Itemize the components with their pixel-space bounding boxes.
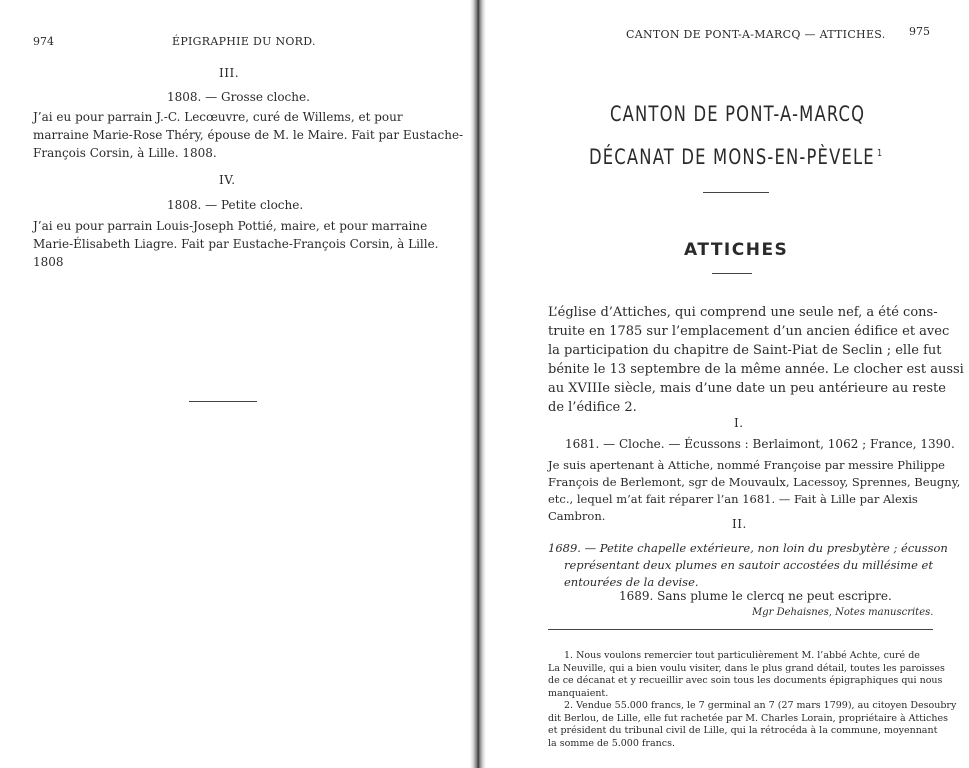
decanat-title: DÉCANAT DE MONS-EN-PÈVELE $^1$ xyxy=(589,145,884,169)
running-head: ÉPIGRAPHIE DU NORD. xyxy=(172,35,316,48)
footnote-line: et président du tribunal civil de Lille, qui la rétrocéda à la commune, moyennant xyxy=(548,725,938,736)
footnote-line: La Neuville, qui a bien voulu visiter, dans le plus grand détail, toutes les paroisses xyxy=(548,662,945,674)
footnote-line: 1. Nous voulons remercier tout particulièrement M. l’abbé Achte, curé de xyxy=(564,650,920,661)
canton-title: CANTON DE PONT-A-MARCQ xyxy=(610,102,866,126)
text-line: etc., lequel m’at fait réparer l’an 1681. — Fait à Lille par Alexis xyxy=(548,492,918,506)
footnote-line: dit Berlou, de Lille, elle fut rachetée par M. Charles Lorain, propriétaire à Attiches xyxy=(548,712,948,724)
footnote-line: 2. Vendue 55.000 francs, le 7 germinal an 7 (27 mars 1799), au citoyen Desoubry xyxy=(564,700,957,711)
motto: 1689. Sans plume le clercq ne peut escripre. xyxy=(619,589,892,603)
text-line: au XVIIIe siècle, mais d’une date un peu antérieure au reste xyxy=(548,381,946,396)
entry-text xyxy=(33,217,439,271)
text-line: 1689. — Petite chapelle extérieure, non loin du presbytère ; écusson xyxy=(548,541,948,555)
text-line: représentant deux plumes en sautoir accostées du millésime et xyxy=(564,558,933,572)
intro-paragraph xyxy=(548,303,964,417)
entry-text xyxy=(33,108,464,162)
text-line: Marie-Élisabeth Liagre. Fait par Eustache-François Corsin, à Lille. xyxy=(33,237,439,251)
right-page xyxy=(486,0,969,768)
text-line: de l’édifice 2. xyxy=(548,400,637,415)
page-number: 975 xyxy=(909,25,930,38)
text-line: la participation du chapitre de Saint-Piat de Seclin ; elle fut xyxy=(548,343,942,358)
text-line: François Corsin, à Lille. 1808. xyxy=(33,146,217,160)
footnote-line: de ce décanat et y recueillir avec soin tous les documents épigraphiques qui nous xyxy=(548,675,943,686)
section-rule xyxy=(712,273,752,274)
text-line: J’ai eu pour parrain Louis-Joseph Pottié, maire, et pour marraine xyxy=(33,219,428,233)
source-citation: Mgr Dehaisnes, Notes manuscrites. xyxy=(752,607,934,618)
entry-heading: 1808. — Petite cloche. xyxy=(167,198,304,212)
entry-heading: 1808. — Grosse cloche. xyxy=(167,90,310,104)
text-line: Cambron. xyxy=(548,509,606,523)
entry-text xyxy=(548,457,961,525)
text-line: J’ai eu pour parrain J.-C. Lecœuvre, curé de Willems, et pour xyxy=(33,110,403,124)
entry-numeral: I. xyxy=(734,416,744,430)
entry-heading xyxy=(548,540,948,591)
text-line: bénite le 13 septembre de la même année. Le clocher est aussi xyxy=(548,362,964,377)
left-page xyxy=(0,0,470,768)
end-rule xyxy=(189,401,257,402)
text-line: entourées de la devise. xyxy=(564,575,699,589)
text-line: 1808 xyxy=(33,255,64,269)
title-rule xyxy=(703,192,769,193)
running-head: CANTON DE PONT-A-MARCQ — ATTICHES. xyxy=(626,28,886,41)
text-line: François de Berlemont, sgr de Mouvaulx, Lacessoy, Sprennes, Beugny, xyxy=(548,475,961,489)
book-spine xyxy=(470,0,486,768)
footnote-line: manquaient. xyxy=(548,687,609,699)
text-line: marraine Marie-Rose Théry, épouse de M. le Maire. Fait par Eustache- xyxy=(33,128,464,142)
text-line: L’église d’Attiches, qui comprend une seule nef, a été cons- xyxy=(548,305,938,320)
footnotes xyxy=(548,650,957,750)
text-line: Je suis apertenant à Attiche, nommé Françoise par messire Philippe xyxy=(548,458,945,472)
entry-numeral: II. xyxy=(732,517,747,531)
page-number: 974 xyxy=(33,35,54,48)
text-line: truite en 1785 sur l’emplacement d’un ancien édifice et avec xyxy=(548,324,950,339)
section-title: ATTICHES xyxy=(684,240,789,260)
footnote-line: la somme de 5.000 francs. xyxy=(548,737,675,749)
entry-numeral: IV. xyxy=(219,173,236,187)
entry-numeral: III. xyxy=(219,66,240,80)
entry-heading: 1681. — Cloche. — Écussons : Berlaimont, 1062 ; France, 1390. xyxy=(565,437,955,451)
footnote-rule xyxy=(548,629,933,630)
footnote-ref: 1 xyxy=(877,148,884,159)
